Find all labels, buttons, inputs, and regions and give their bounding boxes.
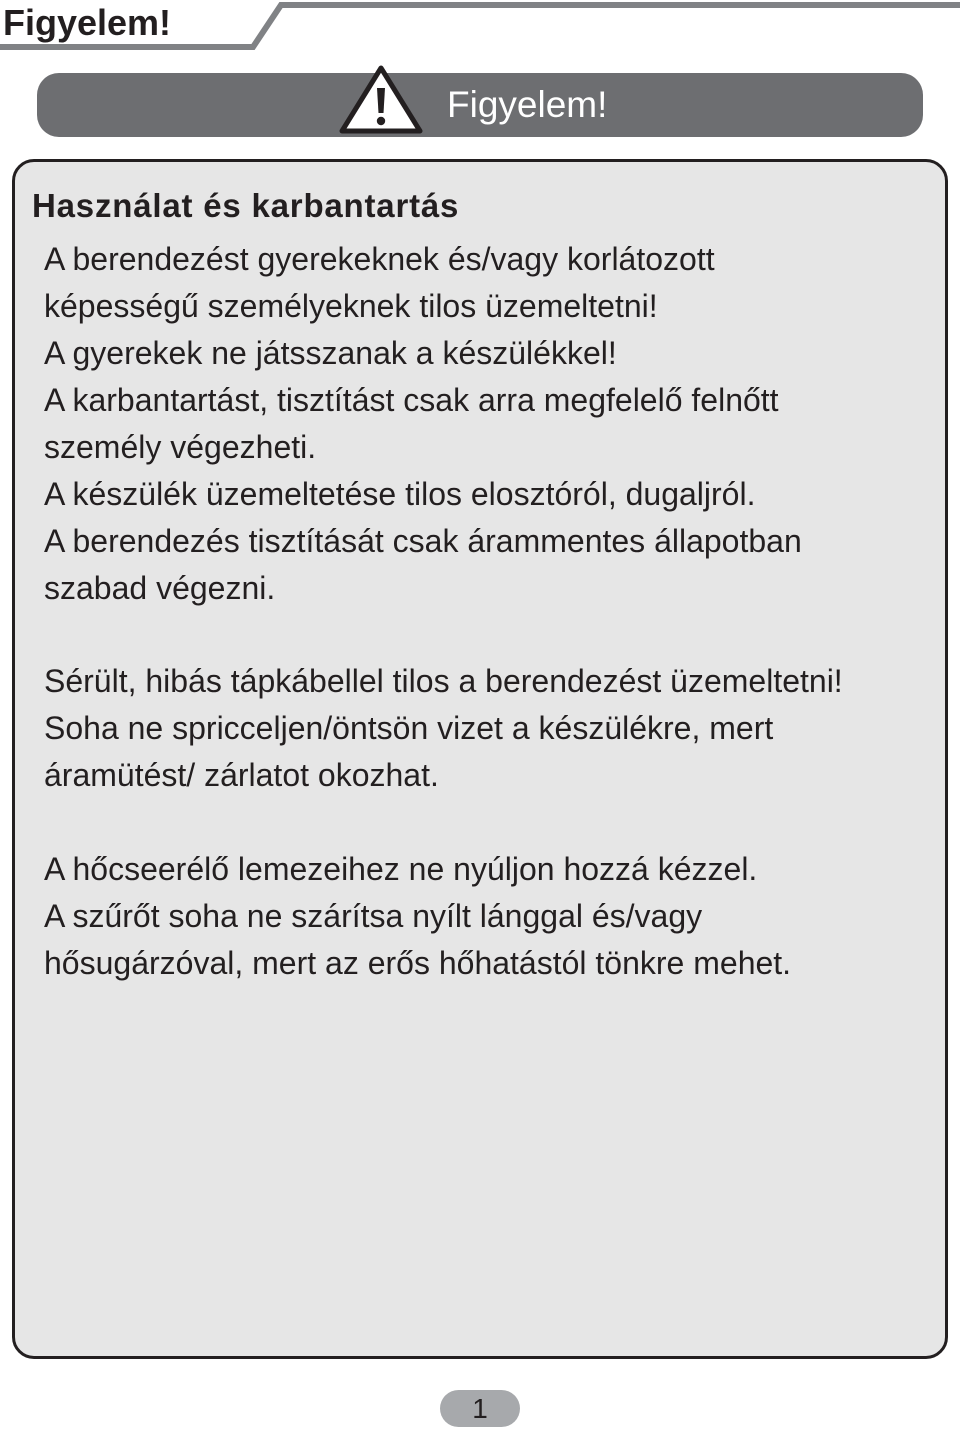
section-heading: Használat és karbantartás [32, 187, 460, 224]
text-line: szabad végezni. [44, 570, 276, 606]
text-line: A karbantartást, tisztítást csak arra megfelelő felnőtt [44, 382, 779, 418]
warning-banner [37, 73, 923, 137]
text-line: A hőcseerélő lemezeihez ne nyúljon hozzá kézzel. [44, 851, 758, 887]
maintenance-warnings [44, 846, 949, 987]
usage-warnings [44, 236, 949, 612]
warning-triangle-icon [338, 63, 424, 137]
text-line: képességű személyeknek tilos üzemeltetni! [44, 288, 658, 324]
page-number: 1 [440, 1390, 520, 1427]
text-line: hősugárzóval, mert az erős hőhatástól tönkre mehet. [44, 945, 792, 981]
header-title: Figyelem! [3, 2, 172, 43]
text-line: áramütést/ zárlatot okozhat. [44, 757, 439, 793]
content-panel [12, 159, 948, 1359]
warning-title: Figyelem! [447, 84, 608, 125]
electrical-warnings [44, 658, 949, 799]
text-line: A berendezést gyerekeknek és/vagy korlátozott [44, 241, 715, 277]
text-line: A gyerekek ne játsszanak a készülékkel! [44, 335, 617, 371]
text-line: személy végezheti. [44, 429, 317, 465]
page-header [0, 0, 960, 52]
text-line: A készülék üzemeltetése tilos elosztóról, dugaljról. [44, 476, 756, 512]
text-line: A szűrőt soha ne szárítsa nyílt lánggal és/vagy [44, 898, 703, 934]
text-line: A berendezés tisztítását csak árammentes állapotban [44, 523, 802, 559]
text-line: Sérült, hibás tápkábellel tilos a berendezést üzemeltetni! [44, 663, 843, 699]
text-line: Soha ne spricceljen/öntsön vizet a készülékre, mert [44, 710, 774, 746]
